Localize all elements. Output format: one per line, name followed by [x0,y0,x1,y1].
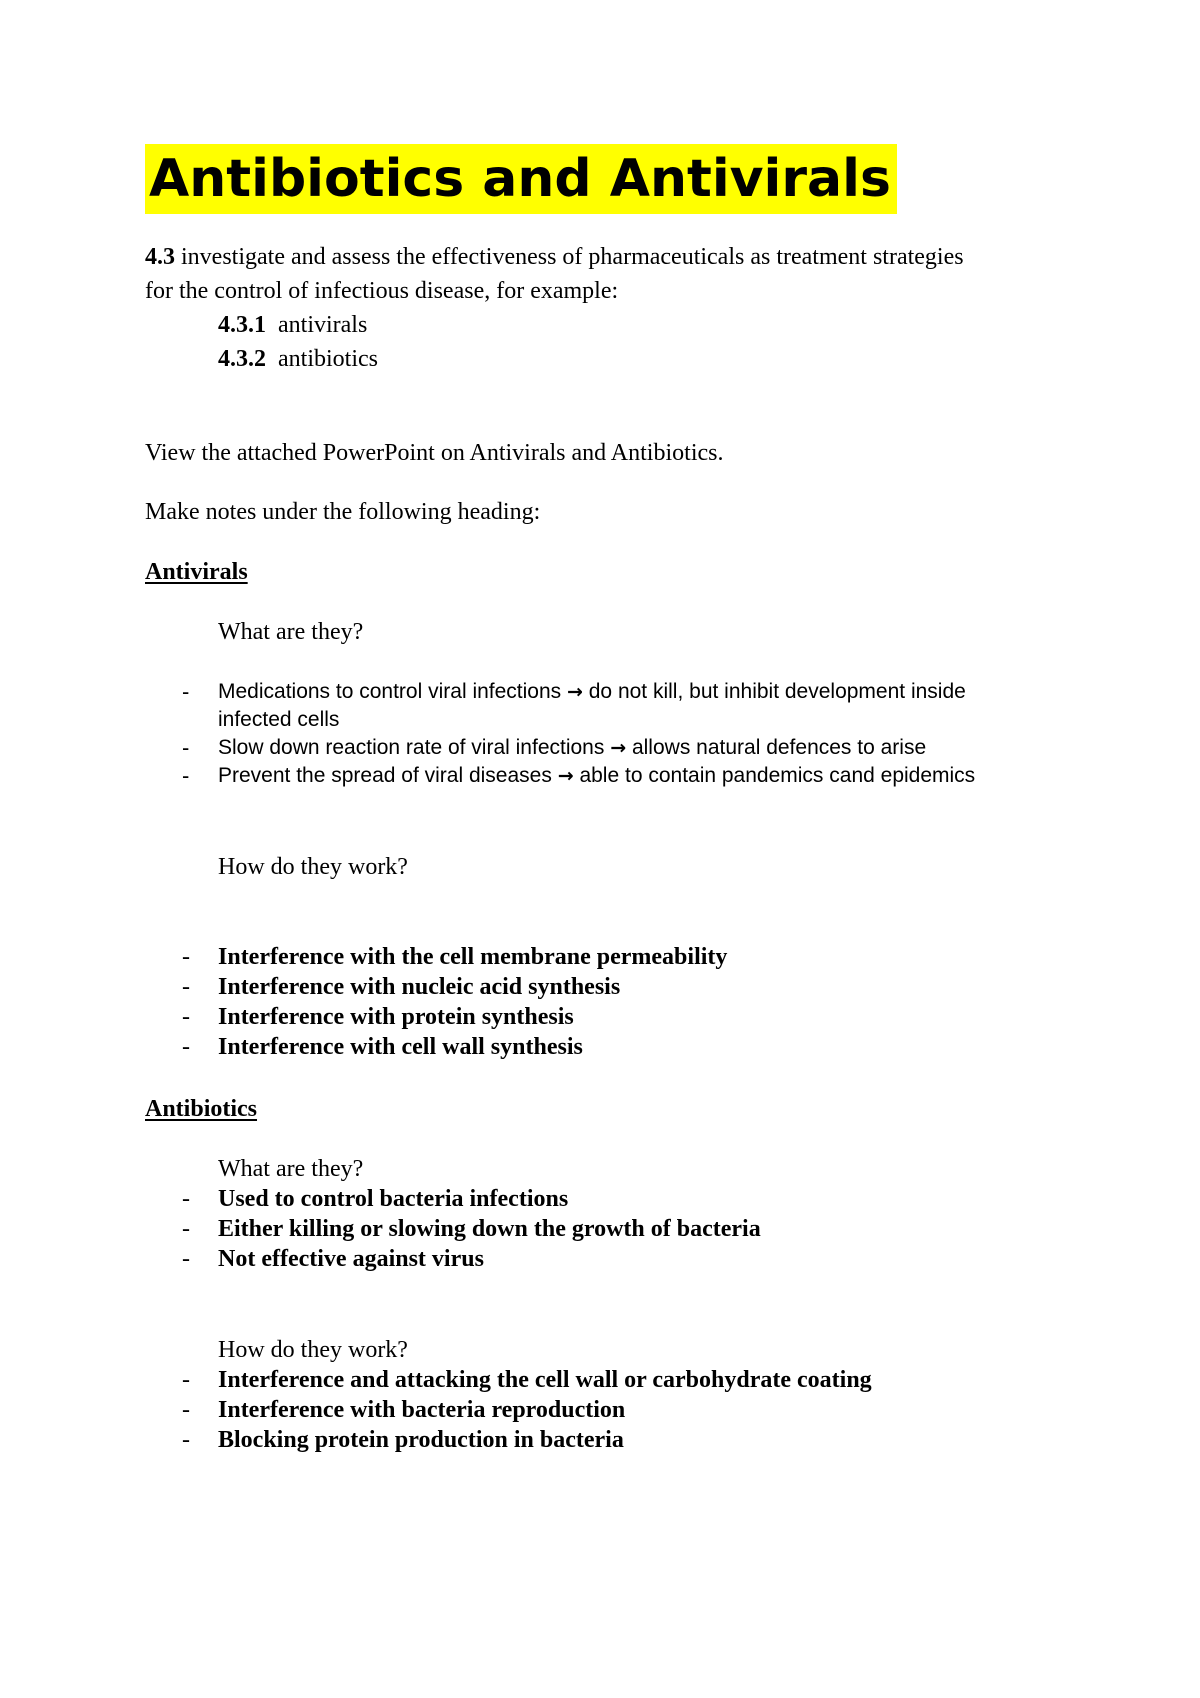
outcome-text-1: investigate and assess the effectiveness of pharmaceuticals as treatment strategies [175,244,964,270]
list-item: Not effective against virus [218,1246,484,1272]
list-item-continuation: infected cells [218,708,340,731]
list-item: Medications to control viral infections → do not kill, but inhibit development inside [218,680,966,703]
outcome-line-2: for the control of infectious disease, for example: [145,278,619,304]
outcome-code: 4.3 [145,244,175,270]
bullet-dash: - [182,944,190,970]
list-item: Interference with bacteria reproduction [218,1397,626,1423]
bullet-dash: - [182,1034,190,1060]
antibiotics-heading: Antibiotics [145,1096,258,1122]
list-item: Used to control bacteria infections [218,1186,569,1212]
sub-label: antivirals [278,312,368,338]
bullet-dash: - [182,1367,190,1393]
list-item: Slow down reaction rate of viral infections → allows natural defences to arise [218,736,927,759]
bullet-dash: - [182,1397,190,1423]
antibiotics-how-question: How do they work? [218,1337,408,1363]
bullet-dash: - [182,1216,190,1242]
outcome-sub-1 [218,308,367,342]
antivirals-how-question: How do they work? [218,854,408,880]
bullet-dash: - [182,1186,190,1212]
antivirals-what-question: What are they? [218,619,364,645]
sub-label: antibiotics [278,346,378,372]
list-item: Interference with cell wall synthesis [218,1034,583,1060]
page-title: Antibiotics and Antivirals [145,144,897,214]
list-item: Interference with protein synthesis [218,1004,574,1030]
list-item: Either killing or slowing down the growth of bacteria [218,1216,761,1242]
sub-code: 4.3.1 [218,312,266,338]
list-item: Interference with nucleic acid synthesis [218,974,621,1000]
instruction-notes: Make notes under the following heading: [145,499,541,525]
antivirals-heading: Antivirals [145,559,248,585]
bullet-dash: - [182,763,190,788]
list-item: Interference and attacking the cell wall or carbohydrate coating [218,1367,872,1393]
outcome-line-1 [145,240,964,274]
instruction-view: View the attached PowerPoint on Antivirals and Antibiotics. [145,440,724,466]
right-arrow-icon: → [567,681,583,703]
outcome-sub-2 [218,342,378,376]
bullet-dash: - [182,1004,190,1030]
list-item: Prevent the spread of viral diseases → able to contain pandemics cand epidemics [218,764,976,787]
bullet-dash: - [182,679,190,704]
right-arrow-icon: → [557,765,574,787]
bullet-dash: - [182,735,190,760]
right-arrow-icon: → [610,737,627,759]
list-item: Interference with the cell membrane permeability [218,944,728,970]
bullet-dash: - [182,1427,190,1453]
antibiotics-what-question: What are they? [218,1156,364,1182]
bullet-dash: - [182,1246,190,1272]
sub-code: 4.3.2 [218,346,266,372]
bullet-dash: - [182,974,190,1000]
list-item: Blocking protein production in bacteria [218,1427,624,1453]
